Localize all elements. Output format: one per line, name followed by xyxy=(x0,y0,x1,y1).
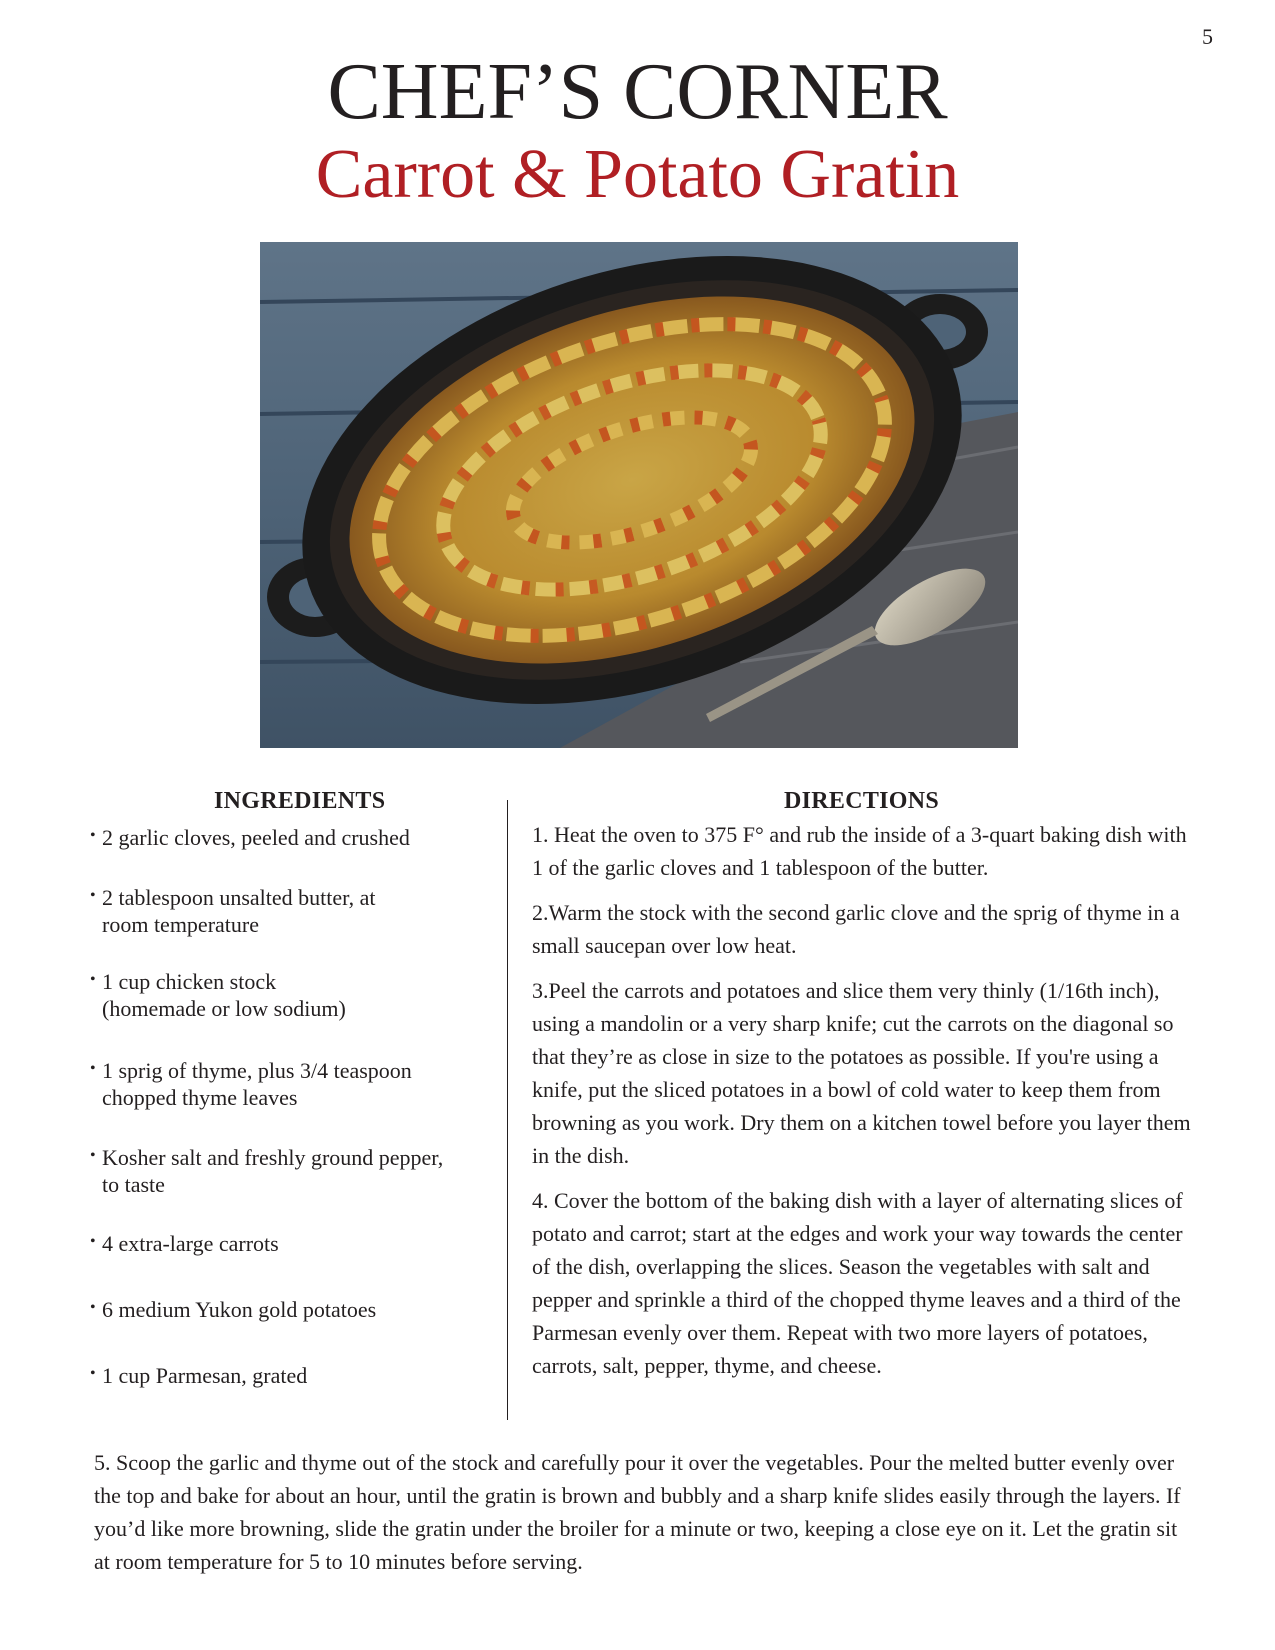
bullet-icon: • xyxy=(90,887,96,904)
ingredient-line: 6 medium Yukon gold potatoes xyxy=(102,1297,377,1322)
bullet-icon: • xyxy=(90,1060,96,1077)
ingredient-line-cont: to taste xyxy=(102,1172,165,1197)
direction-step-final: 5. Scoop the garlic and thyme out of the stock and carefully pour it over the vegetables. Pour the melted butter evenly over the top and bake for about an hour, until the gratin is brown and bubbly and a sharp knife slides easily through the layers. If you’d like more browning, slide the gratin under the broiler for a minute or two, keeping a close eye on it. Let the gratin sit at room temperature for 5 to 10 minutes before serving. xyxy=(94,1450,1181,1574)
recipe-photo xyxy=(260,242,1018,748)
list-item xyxy=(90,1362,500,1389)
list-item xyxy=(90,1230,500,1257)
bullet-icon: • xyxy=(90,1147,96,1164)
list-item xyxy=(90,1144,500,1198)
ingredient-line-cont: chopped thyme leaves xyxy=(102,1085,298,1110)
ingredient-line: 4 extra-large carrots xyxy=(102,1231,279,1256)
list-item xyxy=(90,1296,500,1323)
ingredient-line: Kosher salt and freshly ground pepper, xyxy=(102,1145,444,1170)
list-item xyxy=(90,884,500,938)
list-item xyxy=(90,824,500,851)
bullet-icon: • xyxy=(90,971,96,988)
direction-step: 4. Cover the bottom of the baking dish with a layer of alternating slices of potato and carrot; start at the edges and work your way towards the center of the dish, overlapping the slices. Season the vegetables with salt and pepper and sprinkle a third of the chopped thyme leaves and a third of the Parmesan evenly over them. Repeat with two more layers of potatoes, carrots, salt, pepper, thyme, and cheese. xyxy=(532,1188,1183,1378)
ingredient-line: 1 sprig of thyme, plus 3/4 teaspoon xyxy=(102,1058,412,1083)
list-item xyxy=(90,1057,500,1111)
bullet-icon: • xyxy=(90,1365,96,1382)
direction-step: 3.Peel the carrots and potatoes and slice them very thinly (1/16th inch), using a mandolin or a very sharp knife; cut the carrots on the diagonal so that they’re as close in size to the potatoes as possible. If you're using a knife, put the sliced potatoes in a bowl of cold water to keep them from browning as you work. Dry them on a kitchen towel before you layer them in the dish. xyxy=(532,978,1191,1168)
list-item xyxy=(90,968,500,1022)
directions-list xyxy=(532,818,1202,1394)
ingredient-line-cont: room temperature xyxy=(102,912,259,937)
ingredients-heading: INGREDIENTS xyxy=(214,788,386,814)
direction-step: 1. Heat the oven to 375 F° and rub the inside of a 3-quart baking dish with 1 of the garlic cloves and 1 tablespoon of the butter. xyxy=(532,822,1187,880)
ingredient-line: 1 cup Parmesan, grated xyxy=(102,1363,308,1388)
ingredient-line: 1 cup chicken stock xyxy=(102,969,277,994)
bullet-icon: • xyxy=(90,827,96,844)
directions-heading: DIRECTIONS xyxy=(784,788,940,814)
bullet-icon: • xyxy=(90,1299,96,1316)
direction-step: 2.Warm the stock with the second garlic clove and the sprig of thyme in a small saucepan over low heat. xyxy=(532,900,1180,958)
page-title: CHEF’S CORNER xyxy=(327,48,948,136)
recipe-title: Carrot & Potato Gratin xyxy=(315,136,960,213)
ingredient-line: 2 tablespoon unsalted butter, at xyxy=(102,885,376,910)
ingredient-line: 2 garlic cloves, peeled and crushed xyxy=(102,825,410,850)
bullet-icon: • xyxy=(90,1233,96,1250)
page-number: 5 xyxy=(1202,24,1213,49)
ingredient-line-cont: (homemade or low sodium) xyxy=(102,996,346,1021)
column-divider xyxy=(507,800,508,1420)
